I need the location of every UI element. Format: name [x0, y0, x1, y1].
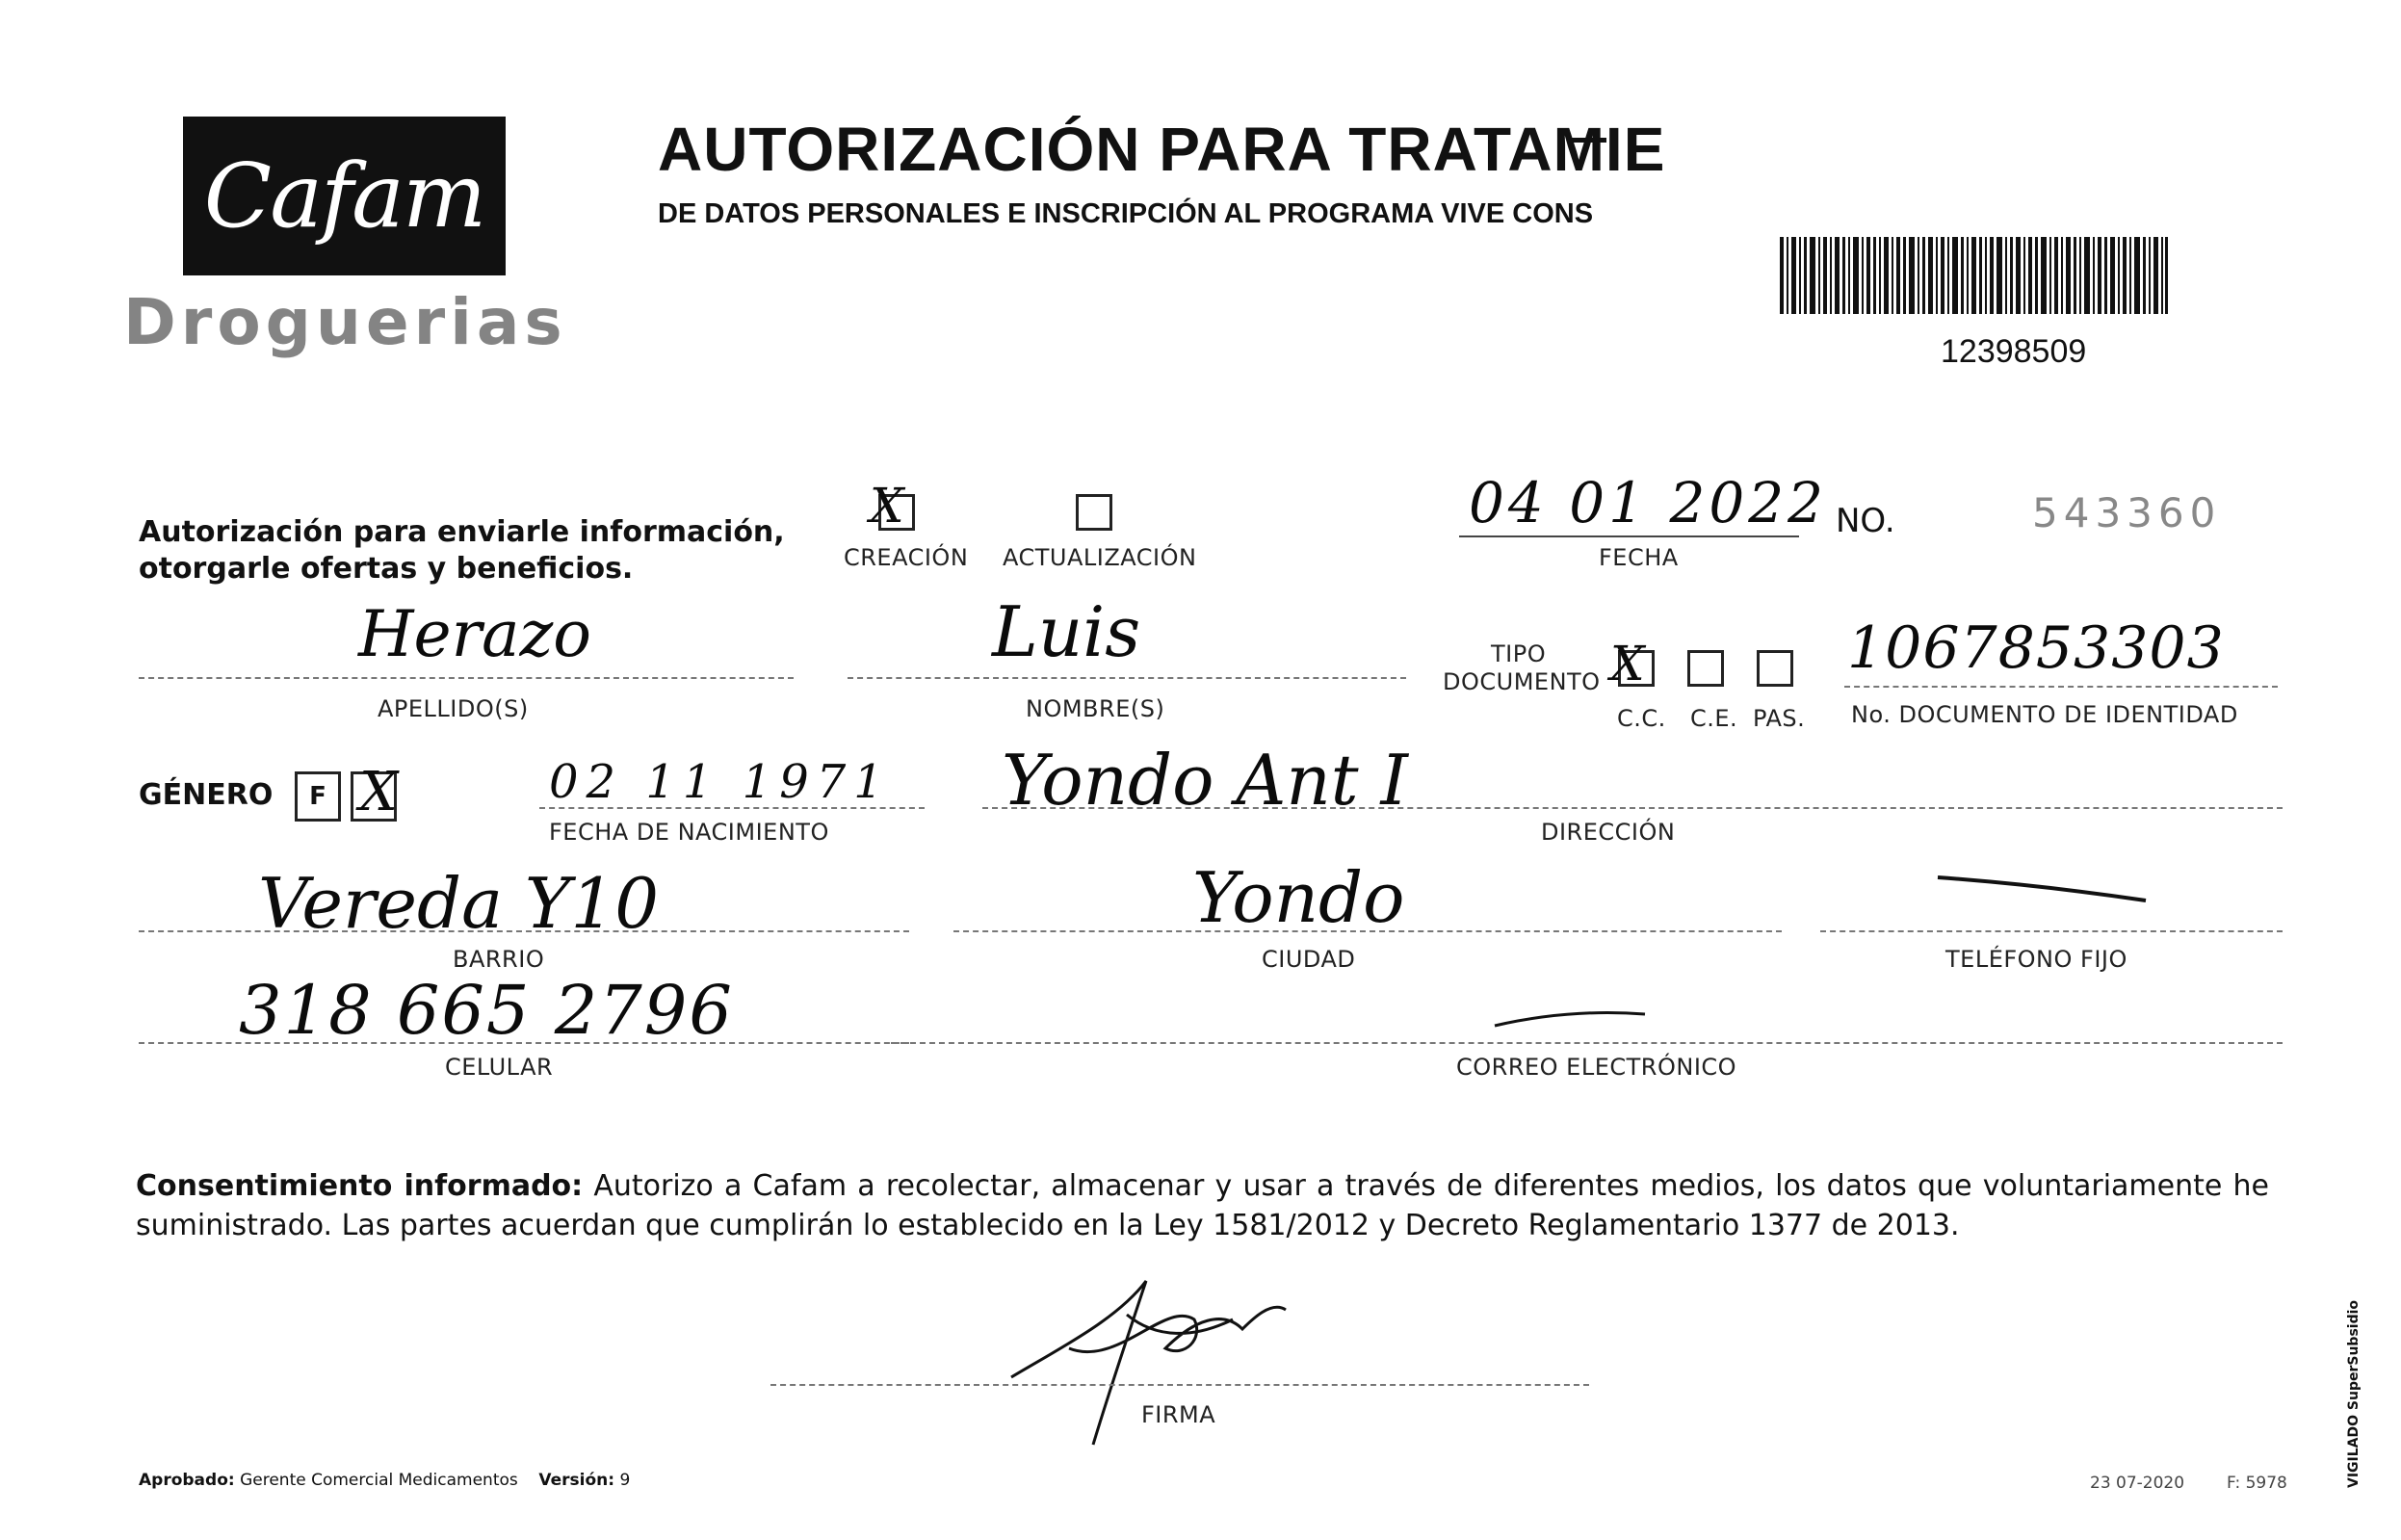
ce-checkbox[interactable]	[1687, 650, 1724, 687]
form-subtitle: DE DATOS PERSONALES E INSCRIPCIÓN AL PROGRAMA VIVE CONS	[658, 198, 1594, 229]
correo-label: CORREO ELECTRÓNICO	[1456, 1054, 1737, 1081]
consent-text: Autorizo a Cafam a recolectar, almacenar y usar a través de diferentes medios, los datos que voluntariamente he suministrado. Las partes acuerdan que cumplirán lo establecido en la Ley 1581/2012 y Decreto Reglamentario 1377 de 2013.	[136, 1169, 2269, 1242]
apellidos-label: APELLIDO(S)	[378, 695, 529, 722]
footer-approval	[139, 1471, 630, 1490]
correo-line	[891, 1042, 2283, 1044]
footer-form-code: F: 5978	[2227, 1474, 2287, 1493]
consent-heading: Consentimiento informado:	[136, 1169, 584, 1203]
no-label: NO.	[1836, 502, 1895, 540]
cc-label: C.C.	[1617, 705, 1666, 732]
authorization-line-1: Autorización para enviarle información,	[139, 515, 785, 549]
ciudad-line	[953, 930, 1782, 932]
genero-m-mark: X	[359, 761, 398, 823]
ciudad-label: CIUDAD	[1262, 946, 1356, 973]
aprobado-value: Gerente Comercial Medicamentos	[240, 1471, 518, 1490]
nacimiento-value[interactable]: 02 11 1971	[549, 755, 891, 809]
apellidos-line	[139, 677, 794, 679]
barrio-label: BARRIO	[453, 946, 545, 973]
cc-check-mark: X	[1610, 636, 1645, 692]
vertical-text: VIGILADO SuperSubsidio	[2346, 1299, 2362, 1488]
version-value: 9	[619, 1471, 631, 1490]
no-value: 543360	[2032, 489, 2222, 536]
documento-id-label: No. DOCUMENTO DE IDENTIDAD	[1851, 701, 2238, 728]
genero-f-checkbox[interactable]	[295, 771, 341, 822]
version-label: Versión:	[538, 1471, 615, 1490]
title-cut-mark	[1568, 138, 1606, 143]
barcode	[1780, 237, 2168, 314]
correo-strike-line	[1493, 1006, 1647, 1031]
nacimiento-label: FECHA DE NACIMIENTO	[549, 819, 829, 846]
direccion-line	[982, 807, 2283, 809]
ce-label: C.E.	[1690, 705, 1738, 732]
firma-label: FIRMA	[1141, 1401, 1216, 1428]
fecha-value[interactable]: 04 01 2022	[1469, 470, 1828, 535]
direccion-value[interactable]: Yondo Ant I	[1002, 740, 1408, 821]
pas-label: PAS.	[1753, 705, 1806, 732]
genero-label: GÉNERO	[139, 778, 274, 812]
actualizacion-label: ACTUALIZACIÓN	[1003, 544, 1197, 571]
celular-label: CELULAR	[445, 1054, 554, 1081]
form-title: AUTORIZACIÓN PARA TRATAMIE	[658, 115, 1666, 184]
authorization-text	[139, 514, 785, 587]
pas-checkbox[interactable]	[1757, 650, 1793, 687]
apellidos-value[interactable]: Herazo	[358, 597, 592, 671]
telefono-strike-line	[1936, 872, 2148, 910]
creacion-label: CREACIÓN	[844, 544, 969, 571]
documento-label: DOCUMENTO	[1443, 668, 1601, 695]
documento-value[interactable]: 1067853303	[1847, 614, 2225, 682]
ciudad-value[interactable]: Yondo	[1192, 857, 1405, 938]
telefono-line	[1820, 930, 2283, 932]
celular-value[interactable]: 318 665 2796	[239, 971, 734, 1050]
nombres-value[interactable]: Luis	[992, 591, 1141, 672]
firma-line	[770, 1384, 1589, 1386]
tipo-label: TIPO	[1491, 640, 1547, 667]
telefono-label: TELÉFONO FIJO	[1945, 946, 2127, 973]
fecha-label: FECHA	[1599, 544, 1679, 571]
creacion-check-mark: X	[870, 478, 904, 534]
fecha-line	[1459, 535, 1799, 537]
vigilado-supersubsidio-stamp	[2346, 1286, 2375, 1498]
nombres-line	[848, 677, 1406, 679]
footer-date: 23 07-2020	[2090, 1474, 2185, 1493]
direccion-label: DIRECCIÓN	[1541, 819, 1676, 846]
brand-droguerias: Droguerias	[123, 285, 567, 359]
celular-line	[139, 1042, 909, 1044]
nombres-label: NOMBRE(S)	[1026, 695, 1165, 722]
aprobado-label: Aprobado:	[139, 1471, 235, 1490]
barrio-value[interactable]: Vereda Y10	[258, 863, 660, 944]
nacimiento-line	[539, 807, 925, 809]
barcode-number: 12398509	[1941, 333, 2087, 370]
consent-paragraph	[136, 1166, 2269, 1245]
documento-line	[1844, 686, 2278, 688]
cafam-logo: Cafam	[203, 144, 485, 248]
barrio-line	[139, 930, 909, 932]
actualizacion-checkbox[interactable]	[1076, 494, 1112, 531]
genero-f-label: F	[309, 782, 326, 811]
authorization-line-2: otorgarle ofertas y beneficios.	[139, 552, 634, 586]
